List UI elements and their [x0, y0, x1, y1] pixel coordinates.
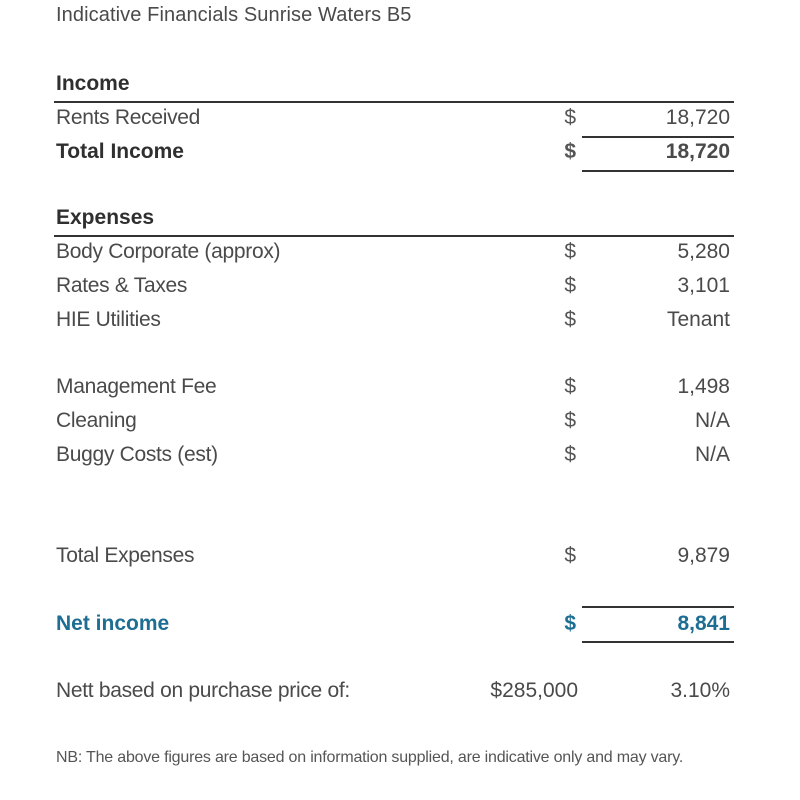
expense-row-value: N/A [694, 443, 730, 466]
income-heading-rule [54, 101, 734, 103]
expense-row-label: Cleaning [56, 409, 137, 432]
expense-row-label: Body Corporate (approx) [56, 240, 281, 263]
disclaimer-note: NB: The above figures are based on information supplied, are indicative only and may vary. [56, 749, 684, 766]
total-expenses-value: 9,879 [677, 544, 730, 567]
rents-received-label: Rents Received [56, 106, 201, 129]
expense-row-label: HIE Utilities [56, 308, 161, 331]
net-income-top-rule [582, 606, 734, 608]
expense-row-currency: $ [564, 240, 576, 263]
page-title: Indicative Financials Sunrise Waters B5 [56, 4, 412, 26]
expense-row-value: 1,498 [677, 375, 730, 398]
total-income-rule [582, 170, 734, 172]
expense-row-value: 3,101 [677, 274, 730, 297]
nett-label: Nett based on purchase price of: [56, 679, 350, 702]
expense-row-currency: $ [564, 409, 576, 432]
total-income-currency: $ [564, 140, 576, 163]
total-expenses-currency: $ [564, 544, 576, 567]
net-income-value: 8,841 [677, 612, 730, 635]
total-income-label: Total Income [56, 140, 184, 163]
expenses-heading-rule [54, 235, 734, 237]
expense-row-value: Tenant [666, 308, 730, 331]
expense-row-currency: $ [564, 443, 576, 466]
net-income-label: Net income [56, 612, 170, 635]
expense-row-label: Management Fee [56, 375, 217, 398]
expense-row-currency: $ [564, 375, 576, 398]
expenses-heading: Expenses [56, 206, 155, 229]
expense-row-value: N/A [694, 409, 730, 432]
net-income-currency: $ [564, 612, 576, 635]
nett-yield: 3.10% [670, 679, 730, 702]
expense-row-value: 5,280 [677, 240, 730, 263]
income-subtotal-rule [582, 136, 734, 138]
expense-row-currency: $ [564, 308, 576, 331]
rents-received-value: 18,720 [665, 106, 730, 129]
expense-row-currency: $ [564, 274, 576, 297]
purchase-price: $285,000 [490, 679, 578, 702]
net-income-bottom-rule [582, 641, 734, 643]
total-income-value: 18,720 [665, 140, 730, 163]
rents-received-currency: $ [564, 106, 576, 129]
income-heading: Income [56, 72, 130, 95]
expense-row-label: Buggy Costs (est) [56, 443, 218, 466]
total-expenses-label: Total Expenses [56, 544, 195, 567]
expense-row-label: Rates & Taxes [56, 274, 188, 297]
